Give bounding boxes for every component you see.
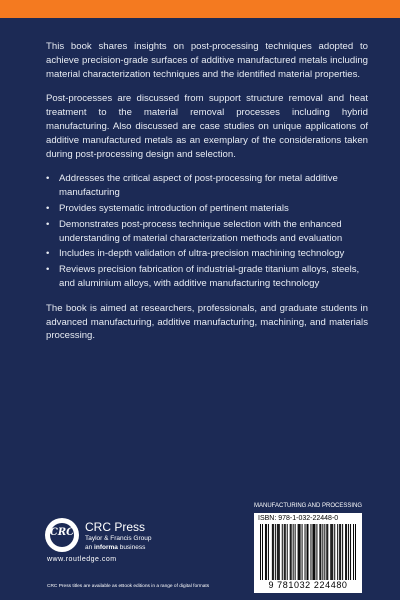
list-item: • Includes in-depth validation of ultra-precision machining technology xyxy=(46,248,345,260)
bullet-icon: • xyxy=(46,202,50,214)
barcode-bars-icon xyxy=(260,524,356,580)
list-item: • Reviews precision fabrication of industrial-grade titanium alloys, steels, and aluminium alloys, with additive manufacturing technology xyxy=(46,264,360,289)
feature-list xyxy=(46,172,368,290)
barcode-digits: 9 781032 224480 xyxy=(268,580,348,590)
publisher-business: an informa business xyxy=(85,544,146,551)
ebook-footnote: CRC Press titles are available as eBook editions in a range of digital formats xyxy=(47,584,210,589)
publisher-website-link[interactable]: www.routledge.com xyxy=(47,556,117,563)
list-item: • Addresses the critical aspect of post-processing for metal additive manufacturing xyxy=(46,173,338,199)
bullet-icon: • xyxy=(46,218,50,230)
orange-top-band xyxy=(0,0,400,18)
publisher-group: Taylor & Francis Group xyxy=(85,535,152,542)
barcode xyxy=(254,513,362,593)
audience-paragraph: The book is aimed at researchers, professionals, and graduate students in advanced manufacturing, additive manufacturing, machining, and materials processing. xyxy=(46,302,368,342)
bullet-icon: • xyxy=(46,173,50,185)
isbn-label: ISBN: 978-1-032-22448-0 xyxy=(258,515,339,522)
list-item: • Demonstrates post-process technique selection with the enhanced understanding of material characterization methods and evaluation xyxy=(46,218,343,244)
bullet-icon: • xyxy=(46,248,50,260)
back-cover-text xyxy=(46,40,368,354)
publisher-block xyxy=(45,518,225,578)
intro-paragraph: This book shares insights on post-processing techniques adopted to achieve precision-grade surfaces of additive manufactured metals including material characterization techniques and the identified material properties. xyxy=(46,41,368,80)
process-paragraph: Post-processes are discussed from support structure removal and heat treatment to the material removal processes including hybrid manufacturing. Also discussed are case studies on unique applications of additive manufactured metals as an exemplary of the considerations taken during post-processing design and selection. xyxy=(46,93,368,160)
subject-category: MANUFACTURING AND PROCESSING xyxy=(254,503,363,509)
list-item: • Provides systematic introduction of pertinent materials xyxy=(46,202,289,214)
bullet-icon: • xyxy=(46,264,50,276)
crc-logo-icon: CRC xyxy=(45,518,79,552)
publisher-name: CRC Press xyxy=(85,520,146,534)
